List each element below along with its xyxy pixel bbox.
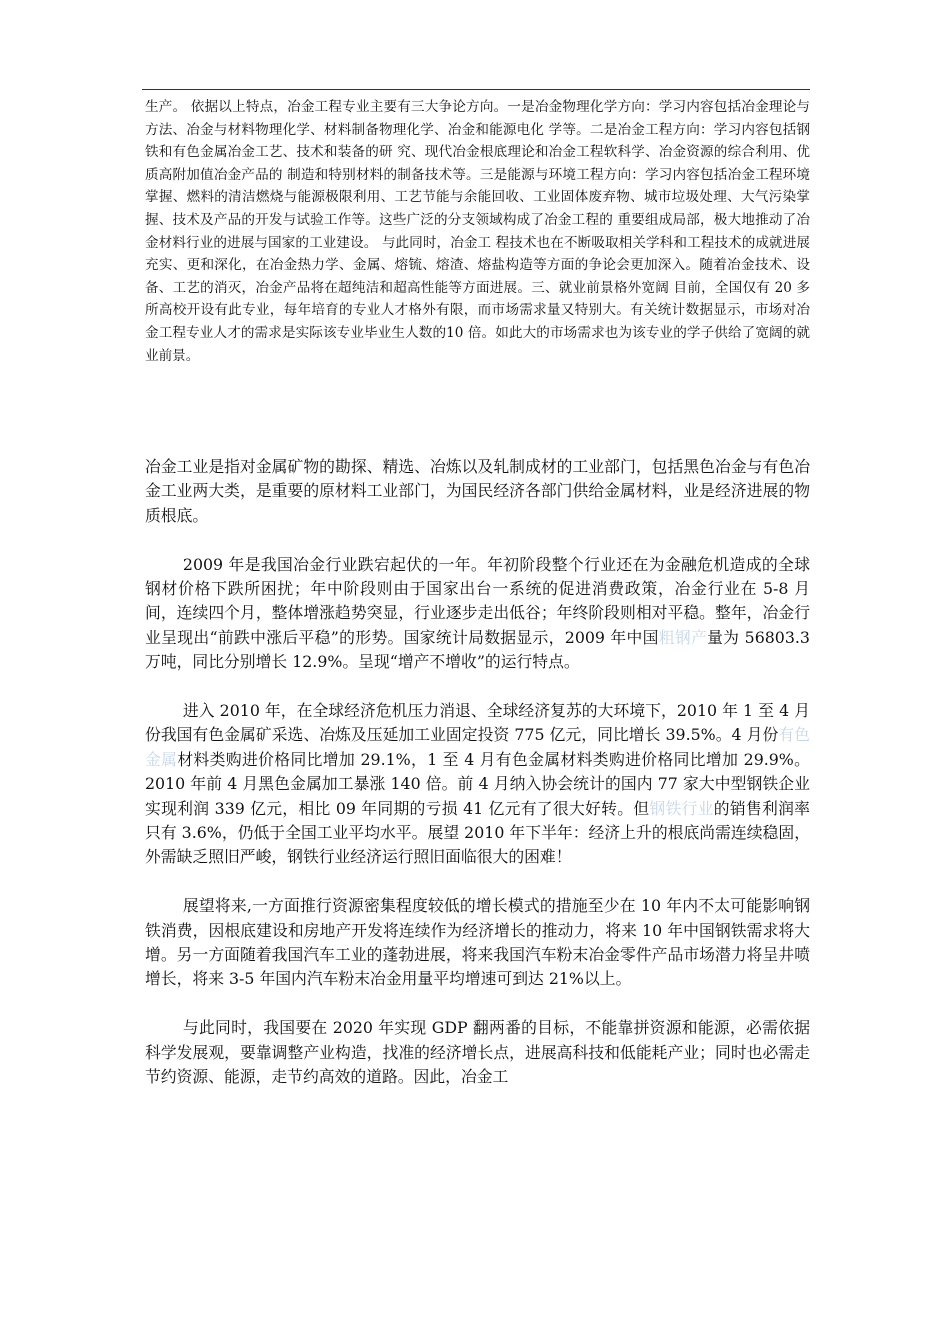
paragraph-3-text-a: 进入 2010 年，在全球经济危机压力消退、全球经济复苏的大环境下，2010 年 1 至 4 月份我国有色金属矿采选、冶炼及压延加工业固定投资 775 亿元，同比增长 39.5%。4 月份 [145,701,810,745]
paragraph-1: 冶金工业是指对金属矿物的勘探、精选、冶炼以及轧制成材的工业部门，包括黑色冶金与有色冶金工业两大类，是重要的原材料工业部门，为国民经济各部门供给金属材料，业是经济进展的物质根底。 [145,457,810,525]
watermark-text: 有色金属 [145,725,810,769]
paragraph-4: 展望将来,一方面推行资源密集程度较低的增长模式的措施至少在 10 年内不太可能影响钢铁消费，因根底建设和房地产开发将连续作为经济增长的推动力，将来 10 年中国钢铁需求将大增。另一方面随着我国汽车工业的蓬勃进展，将来我国汽车粉末冶金零件产品市场潜力将呈井喷增长，将来 3-5 年国内汽车粉末冶金用量平均增速可到达 21%以上。 [145,896,810,989]
watermark-text: 粗钢产 [658,627,708,647]
paragraph-2-text-a: 2009 年是我国冶金行业跌宕起伏的一年。年初阶段整个行业还在为金融危机造成的全球钢材价格下跌所困扰；年中阶段则由于国家出台一系统的促进消费政策，冶金行业在 5-8 月间，连续四个月，整体增涨趋势突显，行业逐步走出低谷；年终阶段则相对平稳。整年，冶金行业呈现出“前跌中涨后平稳”的形势。国家统计局数据显示，2009 年中国 [145,554,810,647]
intro-paragraph: 生产。 依据以上特点，冶金工程专业主要有三大争论方向。一是冶金物理化学方向：学习内容包括冶金理论与方法、冶金与材料物理化学、材料制备物理化学、冶金和能源电化 学等。二是冶金工程方向：学习内容包括钢铁和有色金属冶金工艺、技术和装备的研 究、现代冶金根底理论和冶金工程软科学、冶金资源的综合利用、优质高附加值冶金产品的 制造和特别材料的制备技术等。三是能源与环境工程方向：学习内容包括冶金工程环境掌握、燃料的清洁燃烧与能源极限利用、工艺节能与余能回收、工业固体废弃物、城市垃圾处理、大气污染掌握、技术及产品的开发与试验工作等。这些广泛的分支领域构成了冶金工程的 重要组成局部，极大地推动了冶金材料行业的进展与国家的工业建设。 与此同时，冶金工 程技术也在不断吸取相关学科和工程技术的成就进展充实、更和深化，在冶金热力学、金属、熔锍、熔渣、熔盐构造等方面的争论会更加深入。随着冶金技术、设备、工艺的消灭，冶金产品将在超纯洁和超高性能等方面进展。三、就业前景格外宽阔 目前，全国仅有 20 多所高校开设有此专业，每年培育的专业人才格外有限，而市场需求量又特别大。有关统计数据显示，市场对冶金工程专业人才的需求是实际该专业毕业生人数的10 倍。如此大的市场需求也为该专业的学子供给了宽阔的就业前景。 [145,99,810,364]
paragraph-3-text-c: 的销售利润率只有 3.6%，仍低于全国工业平均水平。展望 2010 年下半年：经济上升的根底尚需连续稳固，外需缺乏照旧严峻，钢铁行业经济运行照旧面临很大的困难！ [145,798,810,867]
body-text [145,455,810,1090]
paragraph-2-text-b: 量为 56803.3 万吨，同比分别增长 12.9%。呈现“增产不增收”的运行特点。 [145,627,810,672]
watermark-text: 钢铁行业 [649,798,714,818]
paragraph-3 [145,699,810,870]
paragraph-2 [145,553,810,675]
header-rule [142,89,810,90]
paragraph-3-text-b: 材料类购进价格同比增加 29.1%，1 至 4 月有色金属材料类购进价格同比增加 29.9%。2010 年前 4 月黑色金属加工暴涨 140 倍。前 4 月纳入协会统计的国内 77 家大中型钢铁企业实现利润 339 亿元，相比 09 年同期的亏损 41 亿元有了很大好转。但 [145,749,810,818]
paragraph-5: 与此同时，我国要在 2020 年实现 GDP 翻两番的目标，不能靠拼资源和能源，必需依据科学发展观，要靠调整产业构造，找准的经济增长点，进展高科技和低能耗产业；同时也必需走节约资源、能源，走节约高效的道路。因此，冶金工 [145,1018,810,1087]
